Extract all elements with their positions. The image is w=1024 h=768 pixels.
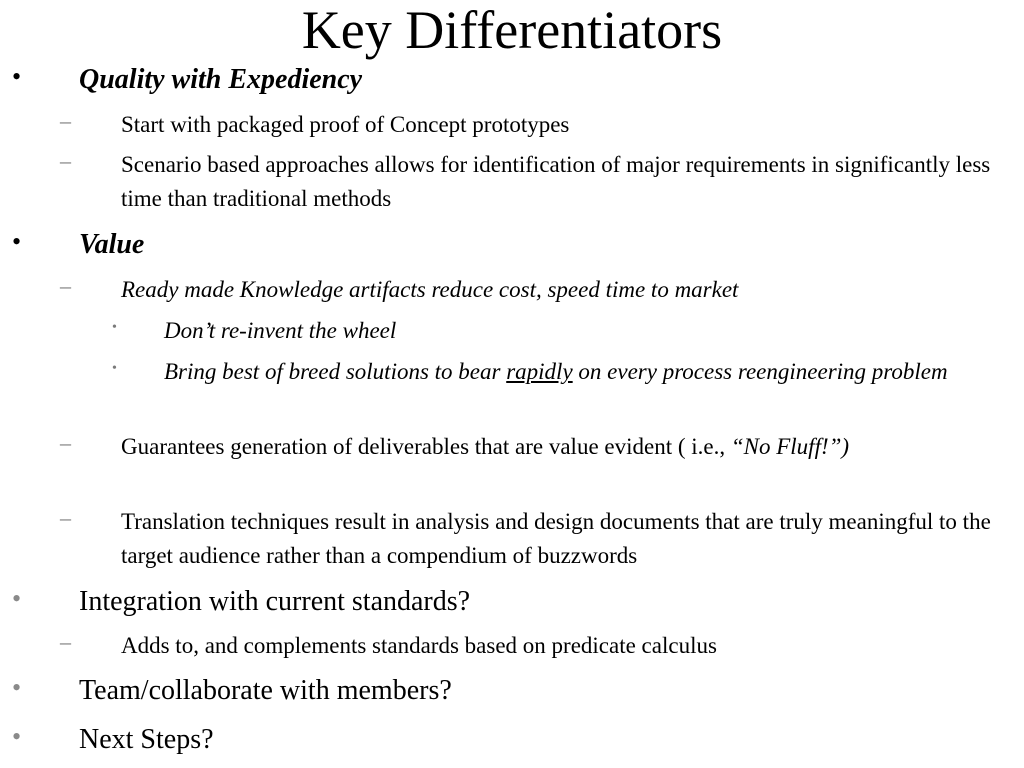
dash-marker: – [60,430,71,455]
bullet-marker: • [12,62,22,91]
bullet-marker: • [12,227,22,256]
text-part: Bring best of breed solutions to bear [164,359,507,384]
sub-bullet-text: Translation techniques result in analysis and design documents that are truly meaningful to the target audience rather than a compendium of buzzwords [121,509,991,568]
dash-marker: – [60,108,71,133]
bullet-team-text: Team/collaborate with members? [79,675,452,706]
slide-title: Key Differentiators [301,0,723,60]
dash-marker: – [60,505,71,530]
sub-bullet-text: Ready made Knowledge artifacts reduce cost, speed time to market [121,277,739,302]
bullet-marker: • [12,584,22,613]
dash-marker: – [60,148,71,173]
bullet-integration-text: Integration with current standards? [79,586,471,617]
sub-bullet-text: Adds to, and complements standards based on predicate calculus [121,633,717,658]
dash-marker: – [60,629,71,654]
bullet-value-text: Value [79,229,145,260]
sub-bullet-text: Scenario based approaches allows for identification of major requirements in significantly less time than traditional methods [121,152,991,211]
bullet-marker: • [12,673,22,702]
dot-marker: • [112,361,117,376]
sub-sub-bullet-text [164,355,1004,389]
sub-sub-bullet-text: Don’t re-invent the wheel [164,318,397,343]
sub-bullet-text [121,430,1001,464]
sub-bullet-text: Start with packaged proof of Concept prototypes [121,112,570,137]
dot-marker: • [112,320,117,335]
bullet-quality-text: Quality with Expediency [79,64,363,95]
underlined-word: rapidly [506,359,573,384]
italic-part: “No Fluff!”) [730,434,850,459]
text-part: Guarantees generation of deliverables that are value evident ( i.e., [121,434,731,459]
bullet-marker: • [12,722,22,751]
text-part: on every process reengineering problem [572,359,948,384]
bullet-next-steps-text: Next Steps? [79,724,214,755]
dash-marker: – [60,273,71,298]
